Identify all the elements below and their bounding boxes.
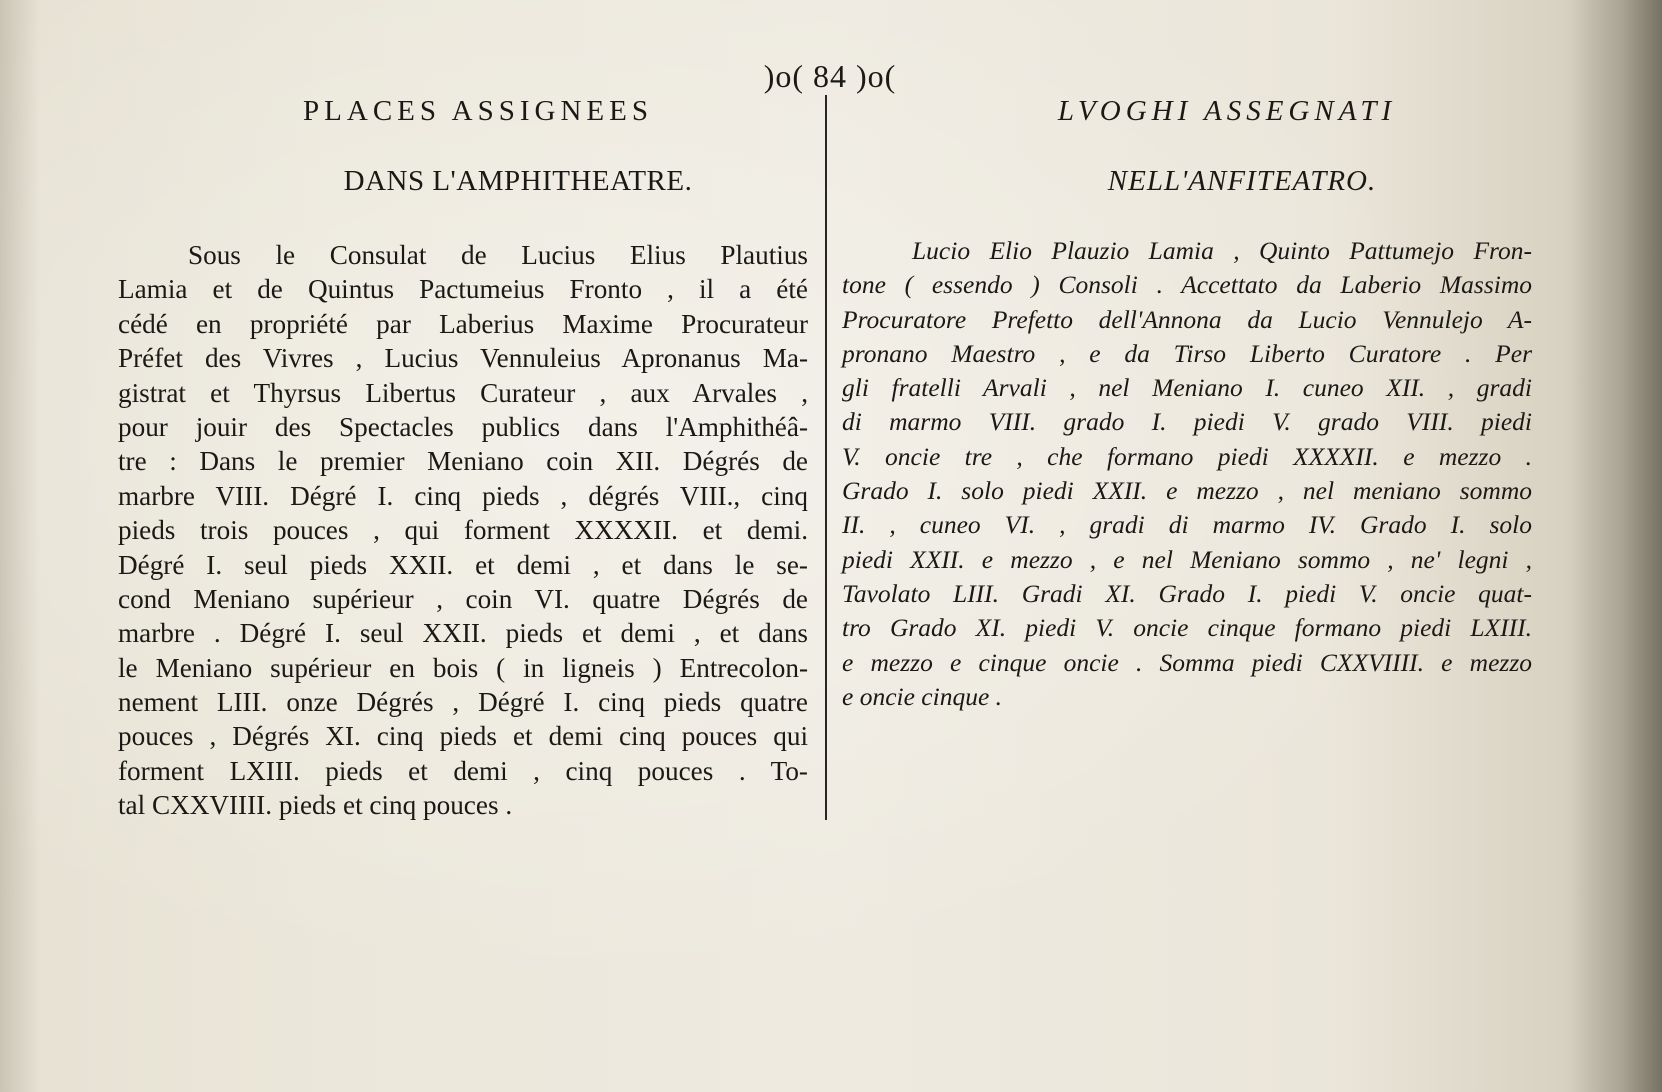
text-line: Préfet des Vivres , Lucius Vennuleius Apronanus Ma- — [118, 343, 808, 374]
text-line: Lamia et de Quintus Pactumeius Fronto , il a été — [118, 274, 808, 305]
text-line: gli fratelli Arvali , nel Meniano I. cuneo XII. , gradi — [842, 373, 1532, 403]
text-line: le Meniano supérieur en bois ( in ligneis ) Entrecolon- — [118, 652, 808, 683]
text-line: pronano Maestro , e da Tirso Liberto Curatore . Per — [842, 338, 1532, 368]
italian-text — [842, 234, 1532, 714]
italian-subheading: NELL'ANFITEATRO. — [1107, 165, 1377, 197]
text-line: marbre . Dégré I. seul XXII. pieds et demi , et dans — [118, 618, 808, 649]
text-line: cond Meniano supérieur , coin VI. quatre Dégrés de — [118, 583, 808, 614]
text-line: Sous le Consulat de Lucius Elius Plautius — [188, 240, 808, 270]
text-line: e mezzo e cinque oncie . Somma piedi CXXVIIII. e mezzo — [842, 647, 1532, 677]
text-line: cédé en propriété par Laberius Maxime Procurateur — [118, 308, 808, 339]
text-line: Lucio Elio Plauzio Lamia , Quinto Pattumejo Fron- — [912, 236, 1532, 265]
text-line: marbre VIII. Dégré I. cinq pieds , dégrés VIII., cinq — [118, 480, 808, 511]
french-heading: PLACES ASSIGNEES — [303, 95, 653, 127]
page-margin-shadow — [0, 0, 40, 1092]
page-gutter-shadow — [1572, 0, 1662, 1092]
text-line: tre : Dans le premier Meniano coin XII. Dégrés de — [118, 446, 808, 477]
text-line: V. oncie tre , che formano piedi XXXXII. e mezzo . — [842, 441, 1532, 471]
text-line: tro Grado XI. piedi V. oncie cinque formano piedi LXIII. — [842, 613, 1532, 643]
text-line: Procuratore Prefetto dell'Annona da Lucio Vennulejo A- — [842, 304, 1532, 334]
text-line: gistrat et Thyrsus Libertus Curateur , aux Arvales , — [118, 377, 808, 408]
text-line: tone ( essendo ) Consoli . Accettato da Laberio Massimo — [842, 270, 1532, 300]
text-line: e oncie cinque . — [842, 681, 1003, 711]
text-line: di marmo VIII. grado I. piedi V. grado VIII. piedi — [842, 407, 1532, 437]
page-number: )o( 84 )o( — [763, 58, 897, 94]
french-text — [118, 238, 808, 823]
text-line: Tavolato LIII. Gradi XI. Grado I. piedi V. oncie quat- — [842, 578, 1532, 608]
text-line: forment LXIII. pieds et demi , cinq pouces . To- — [118, 755, 808, 786]
text-line: piedi XXII. e mezzo , e nel Meniano sommo , ne' legni , — [842, 544, 1532, 574]
text-line: pieds trois pouces , qui forment XXXXII. et demi. — [118, 515, 808, 546]
text-line: pouces , Dégrés XI. cinq pieds et demi cinq pouces qui — [118, 721, 808, 752]
column-divider — [825, 95, 827, 820]
text-line: Dégré I. seul pieds XXII. et demi , et dans le se- — [118, 549, 808, 580]
text-line: pour jouir des Spectacles publics dans l'Amphithéâ- — [118, 411, 808, 442]
italian-heading: LVOGHI ASSEGNATI — [1057, 95, 1397, 127]
text-line: tal CXXVIIII. pieds et cinq pouces . — [118, 790, 513, 821]
text-line: II. , cuneo VI. , gradi di marmo IV. Grado I. solo — [842, 510, 1532, 540]
french-subheading: DANS L'AMPHITHEATRE. — [343, 165, 693, 197]
text-line: nement LIII. onze Dégrés , Dégré I. cinq pieds quatre — [118, 687, 808, 718]
text-line: Grado I. solo piedi XXII. e mezzo , nel meniano sommo — [842, 476, 1532, 506]
italian-column — [842, 95, 1532, 714]
french-column — [118, 95, 808, 823]
